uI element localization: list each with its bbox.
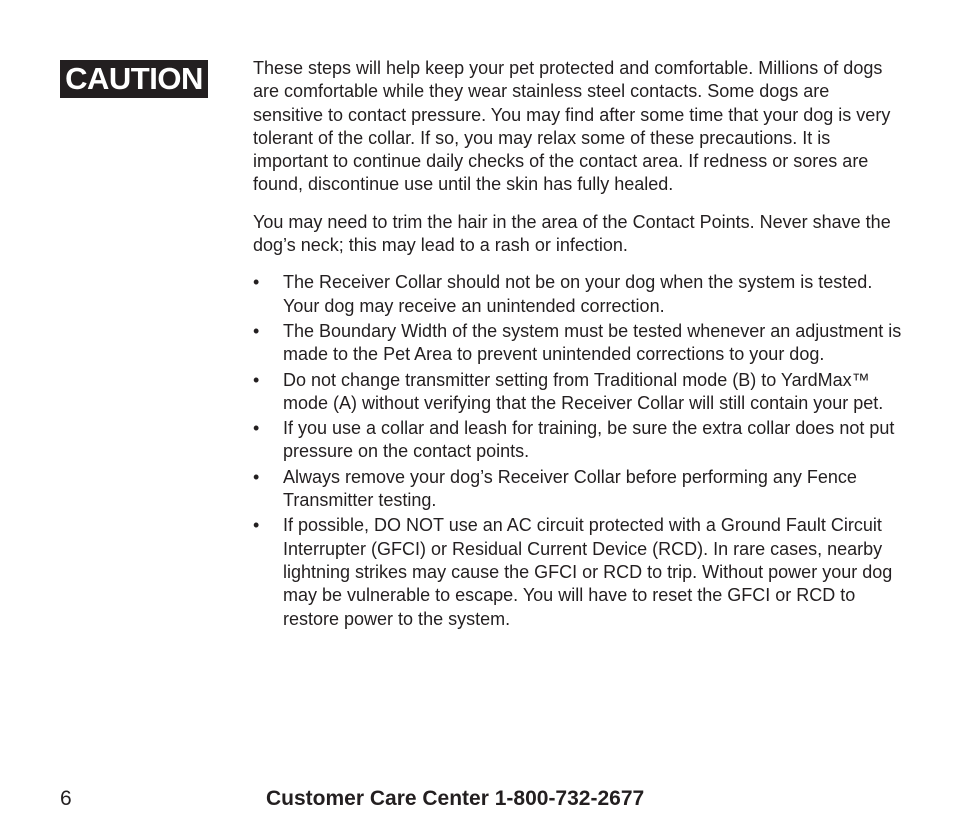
list-item-text: Always remove your dog’s Receiver Collar before performing any Fence Transmitter testing. (283, 466, 857, 511)
bullet-icon: • (253, 466, 260, 487)
bullet-icon: • (253, 515, 260, 536)
caution-badge: CAUTION (60, 60, 208, 98)
list-item (253, 417, 903, 464)
bullet-icon: • (253, 418, 260, 439)
bullet-icon: • (253, 320, 260, 341)
page-number: 6 (60, 787, 72, 810)
list-item (253, 466, 903, 513)
bullet-icon: • (253, 272, 260, 293)
intro-paragraph: These steps will help keep your pet protected and comfortable. Millions of dogs are comfortable while they wear stainless steel contacts. Some dogs are sensitive to contact pressure. You may find after some time that your dog is very tolerant of the collar. If so, you may relax some of these precautions. It is important to continue daily checks of the contact area. If redness or sores are found, discontinue use until the skin has fully healed. (253, 58, 891, 195)
list-item (253, 514, 903, 630)
main-content (253, 57, 903, 633)
bullet-icon: • (253, 369, 260, 390)
list-item-text: The Receiver Collar should not be on your dog when the system is tested. Your dog may receive an unintended correction. (283, 272, 873, 316)
trim-hair-paragraph: You may need to trim the hair in the area of the Contact Points. Never shave the dog’s neck; this may lead to a rash or infection. (253, 211, 891, 256)
precautions-list (253, 271, 903, 630)
customer-care-line: Customer Care Center 1-800-732-2677 (266, 787, 645, 810)
list-item-text: If possible, DO NOT use an AC circuit protected with a Ground Fault Circuit Interrupter (GFCI) or Residual Current Device (RCD). In rare cases, nearby lightning strikes may cause the GFCI or RCD to trip. Without power your dog may be vulnerable to escape. You will have to reset the GFCI or RCD to restore power to the system. (283, 515, 893, 629)
list-item (253, 369, 903, 416)
list-item-text: Do not change transmitter setting from Traditional mode (B) to YardMax™ mode (A) without verifying that the Receiver Collar will still contain your pet. (283, 369, 884, 413)
list-item-text: If you use a collar and leash for training, be sure the extra collar does not put pressure on the contact points. (283, 418, 895, 462)
list-item-text: The Boundary Width of the system must be tested whenever an adjustment is made to the Pet Area to prevent unintended corrections to your dog. (283, 320, 902, 365)
list-item (253, 320, 903, 367)
list-item (253, 271, 903, 318)
